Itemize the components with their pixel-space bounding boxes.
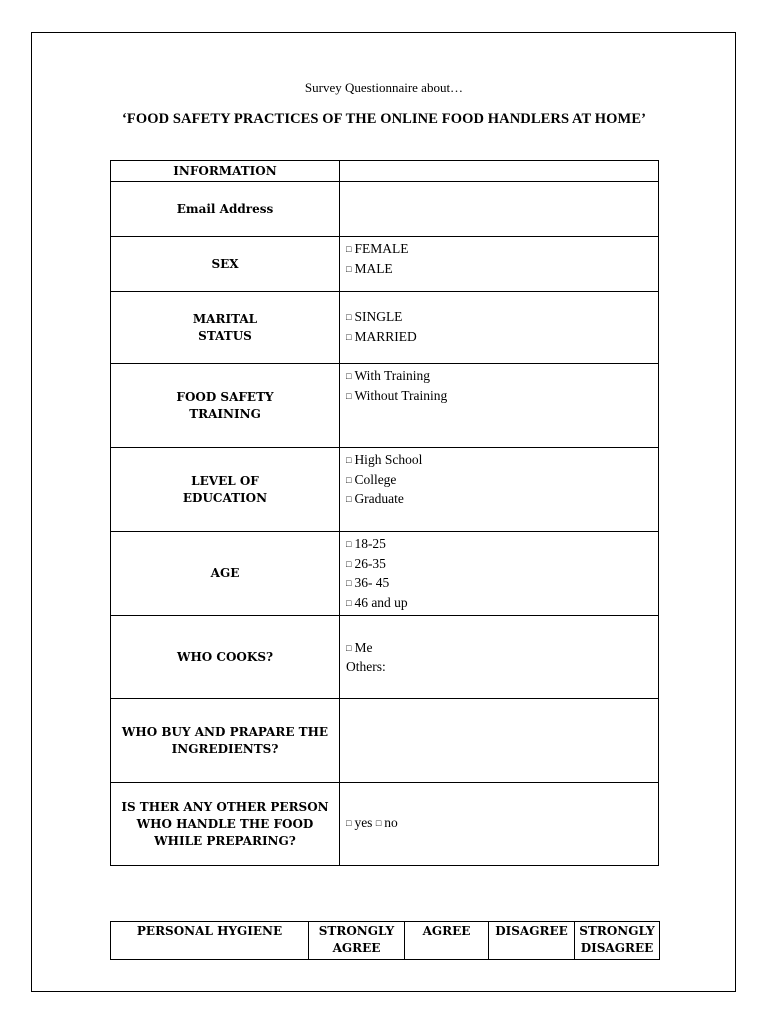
checkbox-icon[interactable]: □ — [346, 331, 352, 342]
checkbox-icon[interactable]: □ — [346, 642, 352, 653]
field-value-sex[interactable] — [340, 237, 659, 292]
hygiene-col-strongly-disagree: STRONGLY DISAGREE — [575, 922, 660, 960]
checkbox-label: MALE — [354, 260, 393, 276]
hygiene-col-disagree: DISAGREE — [489, 922, 575, 960]
checkbox-label: Me — [354, 639, 373, 655]
inline-checkbox-options[interactable] — [346, 814, 652, 834]
row-is-ther-any-other-person-who-handle-the-food-while-preparing — [111, 783, 659, 866]
checkbox-label: 18-25 — [354, 536, 386, 551]
field-label-level-of-education: LEVEL OF EDUCATION — [111, 448, 340, 532]
checkbox-label: Without Training — [354, 387, 448, 403]
checkbox-option-graduate[interactable] — [346, 490, 652, 510]
survey-subtitle: Survey Questionnaire about… — [304, 80, 464, 95]
row-who-cooks — [111, 616, 659, 699]
row-who-buy-and-prapare-the-ingredients — [111, 699, 659, 783]
checkbox-icon[interactable]: □ — [375, 818, 382, 829]
checkbox-option-male[interactable] — [346, 260, 652, 280]
personal-hygiene-table — [110, 921, 660, 960]
checkbox-option-college[interactable] — [346, 471, 652, 491]
row-marital-status — [111, 292, 659, 364]
checkbox-icon[interactable]: □ — [346, 312, 352, 322]
checkbox-label: yes — [354, 815, 376, 831]
row-sex — [111, 237, 659, 292]
checkbox-icon[interactable]: □ — [346, 371, 352, 381]
checkbox-label: With Training — [354, 368, 431, 383]
field-label-sex: SEX — [111, 237, 340, 292]
row-food-safety-training — [111, 364, 659, 448]
field-label-who-cooks: WHO COOKS? — [111, 616, 340, 699]
field-value-level-of-education[interactable] — [340, 448, 659, 532]
row-age — [111, 532, 659, 616]
information-header: INFORMATION — [111, 161, 340, 182]
field-value-food-safety-training[interactable] — [340, 364, 659, 448]
checkbox-label: 26-35 — [354, 555, 386, 571]
checkbox-icon[interactable]: □ — [346, 558, 352, 569]
checkbox-option-46-and-up[interactable] — [346, 594, 652, 614]
field-label-who-buy-and-prapare-the-ingredients: WHO BUY AND PRAPARE THE INGREDIENTS? — [111, 699, 340, 783]
checkbox-option-36-45[interactable] — [346, 574, 652, 594]
checkbox-option-18-25[interactable] — [346, 535, 652, 555]
checkbox-label: no — [384, 815, 398, 831]
field-value-who-cooks[interactable] — [340, 616, 659, 699]
others-label: Others: — [346, 659, 386, 674]
checkbox-option-female[interactable] — [346, 240, 652, 260]
information-header-row — [111, 161, 659, 182]
checkbox-label: 46 and up — [354, 594, 408, 610]
hygiene-col-personal-hygiene: PERSONAL HYGIENE — [111, 922, 309, 960]
checkbox-icon[interactable]: □ — [346, 818, 352, 829]
field-value-is-ther-any-other-person-who-handle-the-food-while-preparing[interactable] — [340, 783, 659, 866]
checkbox-icon[interactable]: □ — [346, 474, 352, 485]
row-level-of-education — [111, 448, 659, 532]
field-value-marital-status[interactable] — [340, 292, 659, 364]
checkbox-icon[interactable]: □ — [346, 578, 352, 588]
checkbox-option-me[interactable] — [346, 639, 652, 659]
survey-title: ‘FOOD SAFETY PRACTICES OF THE ONLINE FOOD HANDLERS AT HOME’ — [121, 111, 647, 127]
checkbox-option-single[interactable] — [346, 308, 652, 328]
checkbox-label: Graduate — [354, 491, 404, 506]
checkbox-option-without-training[interactable] — [346, 387, 652, 407]
field-label-marital-status: MARITAL STATUS — [111, 292, 340, 364]
checkbox-option-with-training[interactable] — [346, 367, 652, 387]
checkbox-icon[interactable]: □ — [346, 539, 352, 549]
information-header-blank — [340, 161, 659, 182]
checkbox-icon[interactable]: □ — [346, 263, 352, 274]
row-email-address — [111, 182, 659, 237]
field-value-who-buy-and-prapare-the-ingredients[interactable] — [340, 699, 659, 783]
checkbox-icon[interactable]: □ — [346, 494, 352, 504]
field-value-age[interactable] — [340, 532, 659, 616]
checkbox-label: High School — [354, 452, 423, 467]
hygiene-col-agree: AGREE — [405, 922, 489, 960]
checkbox-icon[interactable]: □ — [346, 390, 352, 401]
hygiene-col-strongly-agree: STRONGLY AGREE — [309, 922, 405, 960]
field-label-food-safety-training: FOOD SAFETY TRAINING — [111, 364, 340, 448]
checkbox-label: College — [354, 471, 397, 487]
checkbox-label: FEMALE — [354, 241, 409, 256]
information-table — [110, 160, 659, 866]
checkbox-label: MARRIED — [354, 328, 417, 344]
field-value-email-address[interactable] — [340, 182, 659, 237]
checkbox-option-married[interactable] — [346, 328, 652, 348]
checkbox-label: 36- 45 — [354, 575, 390, 590]
hygiene-header-row — [111, 922, 660, 960]
checkbox-option-26-35[interactable] — [346, 555, 652, 575]
checkbox-option-high-school[interactable] — [346, 451, 652, 471]
field-label-is-ther-any-other-person-who-handle-the-food-while-preparing: IS THER ANY OTHER PERSON WHO HANDLE THE FOOD WHILE PREPARING? — [111, 783, 340, 866]
field-label-email-address: Email Address — [111, 182, 340, 237]
checkbox-label: SINGLE — [354, 309, 403, 324]
field-label-age: AGE — [111, 532, 340, 616]
checkbox-icon[interactable]: □ — [346, 597, 352, 608]
checkbox-icon[interactable]: □ — [346, 244, 352, 254]
checkbox-icon[interactable]: □ — [346, 455, 352, 465]
